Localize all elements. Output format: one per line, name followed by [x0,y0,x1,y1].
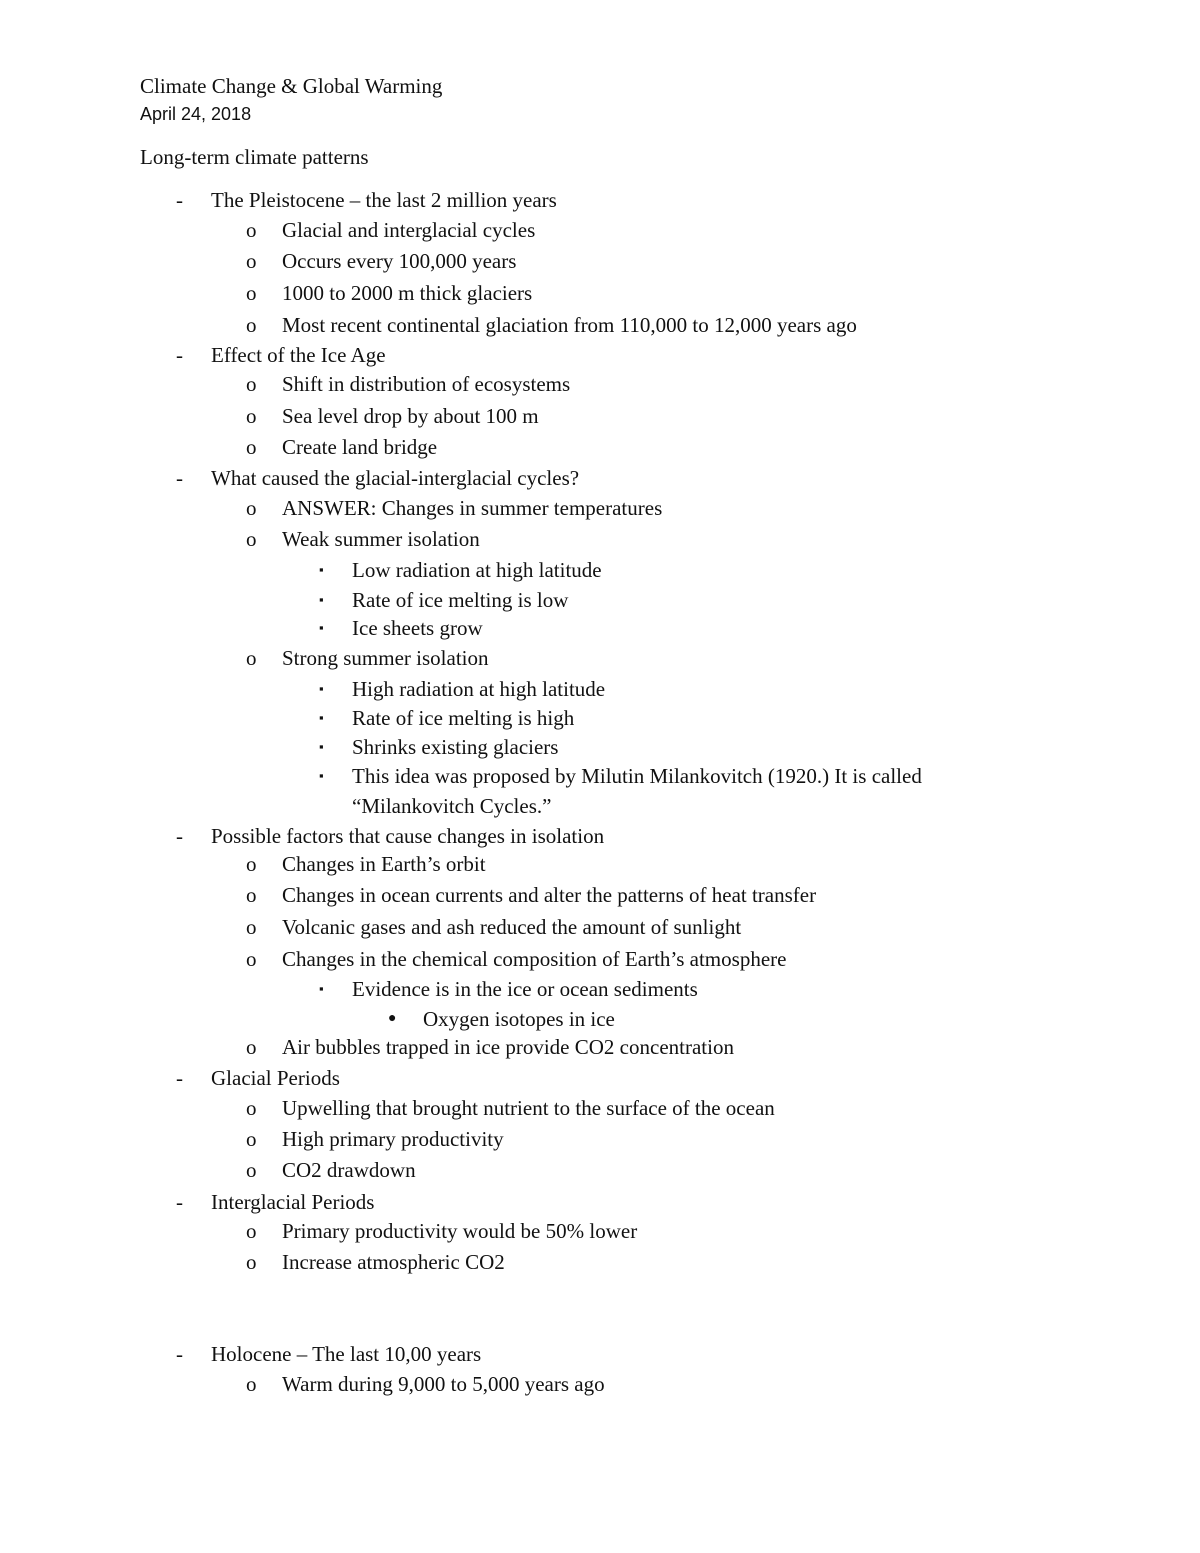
circle-bullet: o [246,1372,257,1396]
list-item: Changes in the chemical composition of Earth’s atmosphere [282,947,787,971]
list-item: Upwelling that brought nutrient to the surface of the ocean [282,1096,775,1120]
circle-bullet: o [246,404,257,428]
circle-bullet: o [246,947,257,971]
list-item: Rate of ice melting is low [352,588,569,612]
circle-bullet: o [246,249,257,273]
circle-bullet: o [246,852,257,876]
list-item: Warm during 9,000 to 5,000 years ago [282,1372,605,1396]
list-item: Glacial Periods [211,1066,340,1090]
circle-bullet: o [246,883,257,907]
list-item: Changes in ocean currents and alter the patterns of heat transfer [282,883,817,907]
dash-bullet: - [176,343,183,367]
list-item: Holocene – The last 10,00 years [211,1342,482,1366]
list-item: This idea was proposed by Milutin Milankovitch (1920.) It is called [352,764,922,788]
dot-bullet: ● [388,1011,397,1026]
circle-bullet: o [246,281,257,305]
list-item: Rate of ice melting is high [352,706,575,730]
circle-bullet: o [246,1127,257,1151]
circle-bullet: o [246,527,257,551]
document-date: April 24, 2018 [140,104,252,124]
list-item: Possible factors that cause changes in isolation [211,824,605,848]
circle-bullet: o [246,372,257,396]
square-bullet: ▪ [319,768,324,783]
circle-bullet: o [246,496,257,520]
list-item: Evidence is in the ice or ocean sediments [352,977,698,1001]
list-item: Changes in Earth’s orbit [282,852,486,876]
square-bullet: ▪ [319,981,324,996]
dash-bullet: - [176,1342,183,1366]
circle-bullet: o [246,646,257,670]
square-bullet: ▪ [319,739,324,754]
square-bullet: ▪ [319,592,324,607]
circle-bullet: o [246,1219,257,1243]
list-item: What caused the glacial-interglacial cycles? [211,466,580,490]
dash-bullet: - [176,824,183,848]
circle-bullet: o [246,435,257,459]
square-bullet: ▪ [319,562,324,577]
dash-bullet: - [176,466,183,490]
list-item: Glacial and interglacial cycles [282,218,536,242]
list-item: Oxygen isotopes in ice [423,1007,615,1031]
dash-bullet: - [176,1190,183,1214]
circle-bullet: o [246,915,257,939]
list-item: Occurs every 100,000 years [282,249,517,273]
list-item: 1000 to 2000 m thick glaciers [282,281,533,305]
list-item: Sea level drop by about 100 m [282,404,539,428]
list-item: Strong summer isolation [282,646,489,670]
list-item: Ice sheets grow [352,616,483,640]
list-item: Primary productivity would be 50% lower [282,1219,638,1243]
list-item: Shift in distribution of ecosystems [282,372,571,396]
list-item: CO2 drawdown [282,1158,416,1182]
list-item: Weak summer isolation [282,527,480,551]
dash-bullet: - [176,1066,183,1090]
list-item: The Pleistocene – the last 2 million years [211,188,557,212]
circle-bullet: o [246,218,257,242]
list-item: Increase atmospheric CO2 [282,1250,505,1274]
list-item: Shrinks existing glaciers [352,735,559,759]
square-bullet: ▪ [319,620,324,635]
list-item: Air bubbles trapped in ice provide CO2 concentration [282,1035,734,1059]
circle-bullet: o [246,1096,257,1120]
list-item-continuation: “Milankovitch Cycles.” [352,794,552,818]
dash-bullet: - [176,188,183,212]
list-item: Most recent continental glaciation from 110,000 to 12,000 years ago [282,313,857,337]
list-item: Volcanic gases and ash reduced the amount of sunlight [282,915,742,939]
document-title: Climate Change & Global Warming [140,74,443,98]
circle-bullet: o [246,1035,257,1059]
circle-bullet: o [246,1158,257,1182]
list-item: High radiation at high latitude [352,677,606,701]
square-bullet: ▪ [319,710,324,725]
list-item: High primary productivity [282,1127,504,1151]
square-bullet: ▪ [319,681,324,696]
list-item: Effect of the Ice Age [211,343,386,367]
list-item: Create land bridge [282,435,438,459]
list-item: Interglacial Periods [211,1190,375,1214]
circle-bullet: o [246,1250,257,1274]
list-item: ANSWER: Changes in summer temperatures [282,496,663,520]
circle-bullet: o [246,313,257,337]
section-heading: Long-term climate patterns [140,145,369,169]
list-item: Low radiation at high latitude [352,558,602,582]
